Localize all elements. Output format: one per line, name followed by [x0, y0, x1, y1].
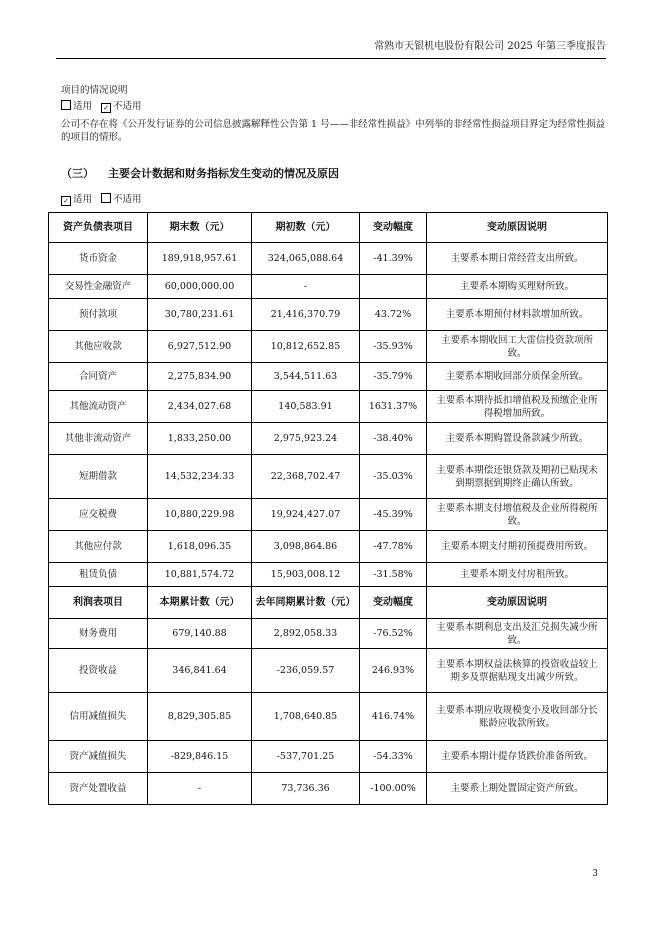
- table-cell: 其他应付款: [49, 531, 148, 563]
- income-header-cell: 变动原因说明: [427, 587, 608, 619]
- table-row: [49, 741, 608, 773]
- table-cell: 3,098,864.86: [252, 531, 360, 563]
- table-cell: 主要系本期日常经营支出所致。: [427, 243, 608, 275]
- table-row: [49, 619, 608, 649]
- table-row: [49, 363, 608, 391]
- table-cell: 6,927,512.90: [148, 331, 252, 363]
- table-cell: 主要系本期应收规模变小及收回部分长账龄应收款所致。: [427, 693, 608, 741]
- table-row: [49, 299, 608, 331]
- table-cell: 租赁负债: [49, 563, 148, 587]
- table-cell: 1,833,250.00: [148, 423, 252, 455]
- option-applicable-label: 适用: [73, 101, 93, 112]
- table-cell: 1631.37%: [360, 391, 427, 423]
- table-cell: 主要系本期支付期初预提费用所致。: [427, 531, 608, 563]
- table-cell: 主要系本期权益法核算的投资收益较上期多及票据贴现支出减少所致。: [427, 649, 608, 693]
- table-cell: 主要系本期收回工大雷信投资款项所致。: [427, 331, 608, 363]
- table-cell: 10,881,574.72: [148, 563, 252, 587]
- table-row: [49, 531, 608, 563]
- table-cell: 1,708,640.85: [252, 693, 360, 741]
- table-cell: 其他应收款: [49, 331, 148, 363]
- table-cell: 主要系本期购置设备款减少所致。: [427, 423, 608, 455]
- page-header: 常熟市天银机电股份有限公司 2025 年第三季度报告: [56, 40, 606, 59]
- table-cell: 短期借款: [49, 455, 148, 499]
- table-cell: 324,065,088.64: [252, 243, 360, 275]
- table-cell: 140,583.91: [252, 391, 360, 423]
- table-cell: -76.52%: [360, 619, 427, 649]
- table-cell: [360, 275, 427, 299]
- table-cell: 主要系本期利息支出及汇兑损失减少所致。: [427, 619, 608, 649]
- section-number: （三）: [61, 167, 94, 180]
- table-cell: -829,846.15: [148, 741, 252, 773]
- table-row: [49, 423, 608, 455]
- option-applicable-label: 适用: [73, 194, 93, 205]
- table-cell: 73,736.36: [252, 773, 360, 805]
- intro-options: [61, 100, 606, 113]
- table-cell: -236,059.57: [252, 649, 360, 693]
- table-cell: 10,812,652.85: [252, 331, 360, 363]
- table-cell: -35.03%: [360, 455, 427, 499]
- table-cell: 主要系本期计提存货跌价准备所致。: [427, 741, 608, 773]
- intro-title: 项目的情况说明: [61, 85, 128, 96]
- balance-header-row: [49, 213, 608, 243]
- table-cell: 交易性金融资产: [49, 275, 148, 299]
- table-cell: 15,903,008.12: [252, 563, 360, 587]
- table-cell: 其他非流动资产: [49, 423, 148, 455]
- table-cell: -54.33%: [360, 741, 427, 773]
- table-cell: -38.40%: [360, 423, 427, 455]
- table-cell: 主要系本期待抵扣增值税及预缴企业所得税增加所致。: [427, 391, 608, 423]
- table-cell: 财务费用: [49, 619, 148, 649]
- balance-header-cell: 期初数（元）: [252, 213, 360, 243]
- table-cell: -41.39%: [360, 243, 427, 275]
- checkbox-unchecked-icon: [61, 100, 71, 110]
- table-row: [49, 391, 608, 423]
- table-cell: -45.39%: [360, 499, 427, 531]
- income-header-cell: 变动幅度: [360, 587, 427, 619]
- table-cell: 22,368,702.47: [252, 455, 360, 499]
- table-cell: 主要系本期收回部分质保金所致。: [427, 363, 608, 391]
- checkbox-unchecked-icon: [101, 193, 111, 203]
- balance-header-cell: 期末数（元）: [148, 213, 252, 243]
- table-cell: -100.00%: [360, 773, 427, 805]
- table-cell: 2,434,027.68: [148, 391, 252, 423]
- table-cell: 主要系本期支付房租所致。: [427, 563, 608, 587]
- table-cell: 预付款项: [49, 299, 148, 331]
- balance-header-cell: 变动原因说明: [427, 213, 608, 243]
- table-row: [49, 563, 608, 587]
- table-cell: -: [252, 275, 360, 299]
- table-row: [49, 649, 608, 693]
- table-cell: 10,880,229.98: [148, 499, 252, 531]
- table-cell: 8,829,305.85: [148, 693, 252, 741]
- table-cell: 资产减值损失: [49, 741, 148, 773]
- table-cell: 应交税费: [49, 499, 148, 531]
- table-cell: 主要系本期预付材料款增加所致。: [427, 299, 608, 331]
- table-cell: 2,975,923.24: [252, 423, 360, 455]
- balance-header-cell: 变动幅度: [360, 213, 427, 243]
- table-cell: 主要系本期支付增值税及企业所得税所致。: [427, 499, 608, 531]
- table-cell: 资产处置收益: [49, 773, 148, 805]
- table-row: [49, 275, 608, 299]
- table-row: [49, 693, 608, 741]
- table-cell: 60,000,000.00: [148, 275, 252, 299]
- table-cell: -35.93%: [360, 331, 427, 363]
- table-row: [49, 499, 608, 531]
- income-header-cell: 利润表项目: [49, 587, 148, 619]
- table-cell: 3,544,511.63: [252, 363, 360, 391]
- section-heading: [61, 165, 339, 181]
- table-row: [49, 243, 608, 275]
- table-cell: 货币资金: [49, 243, 148, 275]
- table-cell: -537,701.25: [252, 741, 360, 773]
- table-cell: -35.79%: [360, 363, 427, 391]
- income-header-cell: 本期累计数（元）: [148, 587, 252, 619]
- checkbox-checked-icon: ✓: [61, 196, 71, 206]
- table-cell: -: [148, 773, 252, 805]
- table-cell: 主要系本期购买理财所致。: [427, 275, 608, 299]
- table-cell: 416.74%: [360, 693, 427, 741]
- table-row: [49, 455, 608, 499]
- table-cell: 主要系本期偿还银贷款及期初已贴现未到期票据到期终止确认所致。: [427, 455, 608, 499]
- table-cell: 346,841.64: [148, 649, 252, 693]
- table-row: [49, 773, 608, 805]
- table-cell: 2,892,058.33: [252, 619, 360, 649]
- intro-note: 公司不存在将《公开发行证券的公司信息披露解释性公告第 1 号——非经常性损益》中列举的非经常性损益项目界定为经常性损益的项目的情形。: [61, 119, 606, 143]
- table-cell: -31.58%: [360, 563, 427, 587]
- table-cell: 43.72%: [360, 299, 427, 331]
- table-cell: 679,140.88: [148, 619, 252, 649]
- income-header-row: [49, 587, 608, 619]
- table-cell: 14,532,234.33: [148, 455, 252, 499]
- table-cell: 19,924,427.07: [252, 499, 360, 531]
- section-options: [61, 193, 606, 206]
- table-cell: 主要系上期处置固定资产所致。: [427, 773, 608, 805]
- table-cell: 21,416,370.79: [252, 299, 360, 331]
- table-row: [49, 331, 608, 363]
- table-cell: 其他流动资产: [49, 391, 148, 423]
- financial-changes-table: [48, 212, 608, 805]
- page-number: 3: [592, 869, 598, 879]
- income-header-cell: 去年同期累计数（元）: [252, 587, 360, 619]
- table-cell: 合同资产: [49, 363, 148, 391]
- table-cell: 189,918,957.61: [148, 243, 252, 275]
- table-cell: 信用减值损失: [49, 693, 148, 741]
- option-not-applicable-label: 不适用: [113, 101, 142, 112]
- table-cell: 2,275,834.90: [148, 363, 252, 391]
- table-cell: 246.93%: [360, 649, 427, 693]
- balance-header-cell: 资产负债表项目: [49, 213, 148, 243]
- table-cell: -47.78%: [360, 531, 427, 563]
- section-title: 主要会计数据和财务指标发生变动的情况及原因: [108, 167, 339, 180]
- table-cell: 投资收益: [49, 649, 148, 693]
- table-cell: 1,618,096.35: [148, 531, 252, 563]
- table-cell: 30,780,231.61: [148, 299, 252, 331]
- checkbox-checked-icon: ✓: [101, 103, 111, 113]
- option-not-applicable-label: 不适用: [113, 194, 142, 205]
